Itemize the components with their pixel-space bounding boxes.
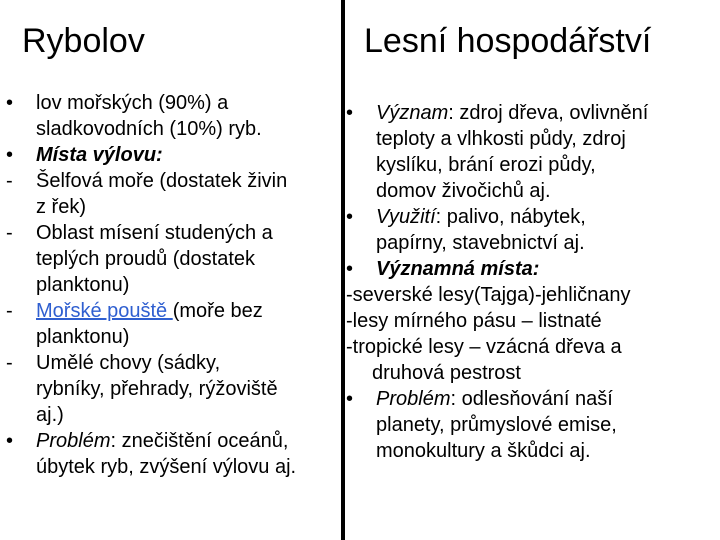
left-item-lov <box>6 90 336 142</box>
text-line: aj.) <box>36 404 64 426</box>
title-rybolov: Rybolov <box>22 22 145 60</box>
right-column <box>346 100 718 464</box>
text-line: rybníky, přehrady, rýžoviště <box>36 378 278 400</box>
text-line: Šelfová moře (dostatek živin <box>36 170 288 192</box>
text-fragment: : zdroj dřeva, ovlivnění <box>448 102 649 124</box>
bullet-icon: • <box>346 206 354 228</box>
text-line: papírny, stavebnictví aj. <box>376 232 585 254</box>
left-column <box>6 90 336 480</box>
left-item-morske-pouste <box>6 298 336 350</box>
text-line: planktonu) <box>36 274 130 296</box>
title-lesni-hospodarstvi: Lesní hospodářství <box>364 22 652 60</box>
right-item-problem <box>346 386 718 464</box>
label-problem: Problém <box>376 388 451 410</box>
text-line: sladkovodních (10%) ryb. <box>36 118 262 140</box>
left-item-mista-vylovu <box>6 142 336 168</box>
label-vyuziti: Využití <box>376 206 436 228</box>
dash-icon: - <box>6 170 13 192</box>
text-fragment: (moře bez <box>172 300 263 322</box>
bullet-icon: • <box>6 92 14 114</box>
left-item-selfova-more <box>6 168 336 220</box>
right-item-vyznamna-mista <box>346 256 718 282</box>
label-vyznam: Význam <box>376 102 449 124</box>
text-line: úbytek ryb, zvýšení výlovu aj. <box>36 456 297 478</box>
morske-pouste-link[interactable]: Mořské pouště <box>36 300 173 322</box>
right-line-lesy-mirneho-pasu: -lesy mírného pásu – listnaté <box>346 310 602 332</box>
label-problem: Problém <box>36 430 111 452</box>
column-divider <box>341 0 345 540</box>
right-line-severske-lesy: -severské lesy(Tajga)-jehličnany <box>346 284 631 306</box>
right-item-tropicke-lesy <box>346 334 718 386</box>
text-fragment: : odlesňování naší <box>450 388 613 410</box>
text-line: kyslíku, brání erozi půdy, <box>376 154 596 176</box>
text-line: z řek) <box>36 196 86 218</box>
text-fragment: : palivo, nábytek, <box>435 206 586 228</box>
text-line: teploty a vlhkosti půdy, zdroj <box>376 128 626 150</box>
dash-icon: - <box>6 222 13 244</box>
bullet-icon: • <box>6 144 14 166</box>
text-fragment: : znečištění oceánů, <box>110 430 289 452</box>
dash-icon: - <box>6 300 13 322</box>
bullet-icon: • <box>346 388 354 410</box>
dash-icon: - <box>6 352 13 374</box>
text-line: planktonu) <box>36 326 130 348</box>
text-line: teplých proudů (dostatek <box>36 248 256 270</box>
left-item-problem <box>6 428 336 480</box>
left-item-umele-chovy <box>6 350 336 428</box>
text-line: monokultury a škůdci aj. <box>376 440 591 462</box>
text-line: planety, průmyslové emise, <box>376 414 617 436</box>
text-line: druhová pestrost <box>372 362 521 384</box>
text-line: Oblast mísení studených a <box>36 222 273 244</box>
bullet-icon: • <box>346 258 354 280</box>
left-item-oblast-miseni <box>6 220 336 298</box>
heading-mista-vylovu: Místa výlovu: <box>36 144 163 166</box>
text-line: Umělé chovy (sádky, <box>36 352 221 374</box>
bullet-icon: • <box>346 102 354 124</box>
text-line: domov živočichů aj. <box>376 180 551 202</box>
text-line: lov mořských (90%) a <box>36 92 229 114</box>
right-item-vyznam <box>346 100 718 204</box>
text-line: -tropické lesy – vzácná dřeva a <box>346 336 622 358</box>
right-item-vyuziti <box>346 204 718 256</box>
heading-vyznamna-mista: Významná místa: <box>376 258 540 280</box>
bullet-icon: • <box>6 430 14 452</box>
